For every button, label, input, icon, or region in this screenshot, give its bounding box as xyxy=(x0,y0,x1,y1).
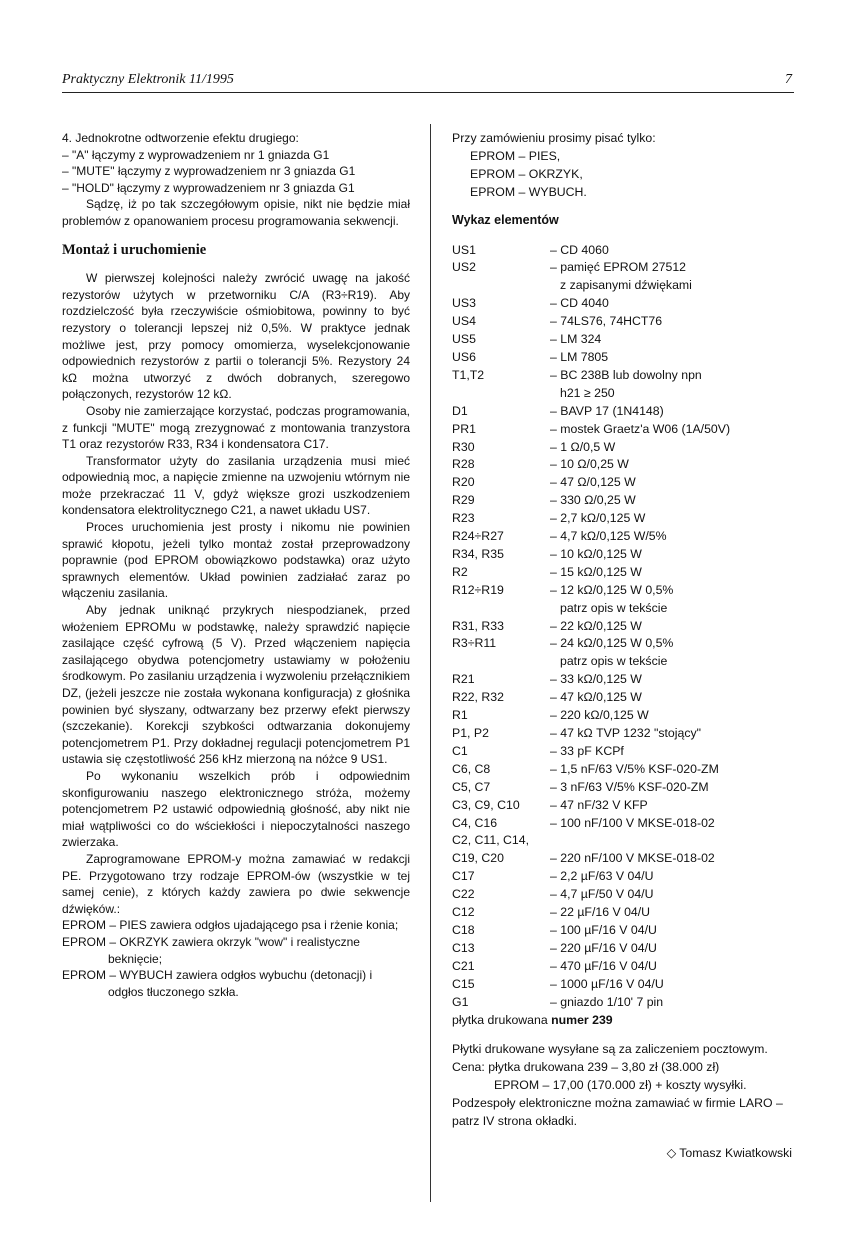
part-ref: R22, R32 xyxy=(452,690,504,705)
part-ref: R2 xyxy=(452,564,468,579)
part-value: – 24 kΩ/0,125 W 0,5% xyxy=(550,636,674,651)
parts-row xyxy=(452,618,802,636)
order-item: EPROM – WYBUCH. xyxy=(470,184,587,199)
part-desc xyxy=(550,349,802,367)
page-header xyxy=(62,70,794,93)
part-value: – BC 238B lub dowolny npn xyxy=(550,367,702,382)
part-desc xyxy=(550,546,802,564)
parts-row xyxy=(452,797,802,815)
part-desc xyxy=(550,313,802,331)
parts-row xyxy=(452,367,802,403)
part-ref: US1 xyxy=(452,242,476,257)
part-value: – CD 4060 xyxy=(550,242,609,257)
part-ref: US6 xyxy=(452,349,476,364)
part-value: – gniazdo 1/10' 7 pin xyxy=(550,994,664,1009)
part-desc xyxy=(550,958,802,976)
part-ref: US2 xyxy=(452,260,476,275)
part-value: – CD 4040 xyxy=(550,296,609,311)
parts-row xyxy=(452,868,802,886)
body-paragraph: Po wykonaniu wszelkich prób i odpowiednim skonfigurowaniu naszego elektronicznego stróża, możemy potencjometrem P2 ustawić odpowiednią głośność, aby nikt nie miał wątpliwości co do wściekłości i niepoczytalności naszego zwierzaka. xyxy=(62,768,410,850)
part-value: – 47 nF/32 V KFP xyxy=(550,797,648,812)
parts-row xyxy=(452,725,802,743)
page-number: 7 xyxy=(785,72,792,87)
part-ref: R34, R35 xyxy=(452,546,504,561)
part-ref: D1 xyxy=(452,403,468,418)
part-desc xyxy=(550,295,802,313)
part-ref: R20 xyxy=(452,475,475,490)
part-ref: R28 xyxy=(452,457,475,472)
part-ref: R3÷R11 xyxy=(452,636,497,651)
part-value: – 47 kΩ/0,125 W xyxy=(550,690,642,705)
eprom-description: EPROM – PIES zawiera odgłos ujadającego psa i rżenie konia; xyxy=(62,918,399,933)
part-ref: C12 xyxy=(452,905,475,920)
parts-row xyxy=(452,743,802,761)
part-desc xyxy=(550,743,802,761)
price-line: Cena: płytka drukowana 239 – 3,80 zł (38.000 zł) xyxy=(452,1060,720,1075)
parts-row xyxy=(452,635,802,671)
parts-list xyxy=(452,242,802,1012)
part-desc xyxy=(550,528,802,546)
part-ref: R1 xyxy=(452,708,468,723)
part-value: – BAVP 17 (1N4148) xyxy=(550,403,664,418)
parts-row xyxy=(452,707,802,725)
part-ref: R24÷R27 xyxy=(452,529,504,544)
parts-row xyxy=(452,886,802,904)
order-header: Przy zamówieniu prosimy pisać tylko: xyxy=(452,131,656,145)
item4-title: 4. Jednokrotne odtworzenie efektu drugiego: xyxy=(62,131,299,145)
part-value: – 470 µF/16 V 04/U xyxy=(550,958,657,973)
part-desc xyxy=(550,886,802,904)
part-desc xyxy=(550,689,802,707)
body-paragraph: Zaprogramowane EPROM-y można zamawiać w redakcji PE. Przygotowano trzy rodzaje EPROM-ów (wszystkie w tej samej cenie), z których każdy zawiera po dwie sekwencje dźwięków.: xyxy=(62,851,410,916)
pcb-line xyxy=(452,1012,802,1030)
body-paragraph: Transformator użyty do zasilania urządzenia musi mieć odpowiednią moc, a napięcie zmienne na uzwojeniu wtórnym nie może przekraczać 11 V, gdyż większe grozi uszkodzeniem kondensatora elektrolitycznego C21, a nawet układu US7. xyxy=(62,453,410,518)
parts-row xyxy=(452,689,802,707)
parts-row xyxy=(452,421,802,439)
part-desc xyxy=(550,421,802,439)
part-ref: C19, C20 xyxy=(452,851,504,866)
parts-row xyxy=(452,779,802,797)
parts-row xyxy=(452,546,802,564)
parts-row xyxy=(452,403,802,421)
part-desc xyxy=(550,868,802,886)
part-note: patrz opis w tekście xyxy=(560,654,668,669)
part-ref: PR1 xyxy=(452,421,476,436)
part-value: – 3 nF/63 V/5% KSF-020-ZM xyxy=(550,779,709,794)
part-ref: C15 xyxy=(452,976,475,991)
part-desc xyxy=(550,403,802,421)
part-ref: US5 xyxy=(452,332,476,347)
parts-row xyxy=(452,761,802,779)
section-title: Montaż i uruchomienie xyxy=(62,241,207,258)
body-paragraph: Aby jednak uniknąć przykrych niespodzianek, przed włożeniem EPROMu w podstawkę, należy sprawdzić napięcie zasilające część cyfrową (5 V). Przed włączeniem napięcia zasilającego obydwa potencjometry ustawiamy w położeniu środkowym. Po zasilaniu urządzenia i wyzwoleniu przełącznikiem DZ, (jeżeli jeszcze nie została wykonana konfiguracja) z głośnika powinien być słyszany, odtwarzany bez przerwy efekt pierwszy (szczekanie). Korekcji szybkości odtwarzania dokonujemy potencjometrem P1. Przy dokładnej regulacji potencjometrem P1 ustawia się częstotliwość 256 kHz mierzoną na nóżce 9 US1. xyxy=(62,603,410,767)
pcb-number: numer 239 xyxy=(551,1012,613,1027)
part-ref: G1 xyxy=(452,994,469,1009)
part-ref: R23 xyxy=(452,511,475,526)
part-value: – LM 7805 xyxy=(550,349,609,364)
parts-row xyxy=(452,331,802,349)
body-paragraph: Proces uruchomienia jest prosty i nikomu nie powinien sprawić kłopotu, jeżeli tylko montaż został przeprowadzony poprawnie (pod EPROM obowiązkowo podstawka) oraz użyto sprawnych elementów. Układ powinien zadziałać zaraz po włączeniu zasilania. xyxy=(62,520,410,601)
part-value: – 33 pF KCPf xyxy=(550,743,624,758)
part-value: – mostek Graetz'a W06 (1A/50V) xyxy=(550,421,731,436)
parts-row xyxy=(452,832,802,850)
eprom-description: EPROM – WYBUCH zawiera odgłos wybuchu (detonacji) i odgłos tłuczonego szkła. xyxy=(62,968,373,999)
part-value: – 47 kΩ TVP 1232 "stojący" xyxy=(550,726,701,740)
part-desc xyxy=(550,635,802,671)
part-value: – 33 kΩ/0,125 W xyxy=(550,672,642,687)
part-desc xyxy=(550,367,802,403)
author-signature: ◇ Tomasz Kwiatkowski xyxy=(666,1145,792,1160)
part-value: – 2,7 kΩ/0,125 W xyxy=(550,511,646,526)
intro-paragraph: Sądzę, iż po tak szczegółowym opisie, nikt nie będzie miał problemów z opanowaniem procesu programowania sekwencji. xyxy=(62,197,410,228)
part-desc xyxy=(550,797,802,815)
journal-title: Praktyczny Elektronik 11/1995 xyxy=(62,72,234,87)
part-desc xyxy=(550,904,802,922)
part-ref: C17 xyxy=(452,869,475,884)
parts-row xyxy=(452,564,802,582)
part-value: – 10 kΩ/0,125 W xyxy=(550,546,642,561)
left-column xyxy=(62,130,410,1000)
part-value: – 10 Ω/0,25 W xyxy=(550,457,629,472)
part-value: – 1000 µF/16 V 04/U xyxy=(550,976,664,991)
part-ref: C3, C9, C10 xyxy=(452,797,520,812)
part-ref: T1,T2 xyxy=(452,367,485,382)
parts-row xyxy=(452,994,802,1012)
part-value: – 100 nF/100 V MKSE-018-02 xyxy=(550,815,715,830)
parts-row xyxy=(452,582,802,618)
part-value: – 1,5 nF/63 V/5% KSF-020-ZM xyxy=(550,761,719,776)
parts-row xyxy=(452,958,802,976)
part-value: – 220 nF/100 V MKSE-018-02 xyxy=(550,851,715,866)
part-value: – 74LS76, 74HCT76 xyxy=(550,314,663,329)
part-note: z zapisanymi dźwiękami xyxy=(560,278,692,293)
part-desc xyxy=(550,510,802,528)
parts-list-title: Wykaz elementów xyxy=(452,212,559,227)
parts-row xyxy=(452,492,802,510)
part-ref: C18 xyxy=(452,922,475,937)
part-ref: C21 xyxy=(452,958,475,973)
part-value: – 330 Ω/0,25 W xyxy=(550,493,636,508)
order-item: EPROM – OKRZYK, xyxy=(470,166,583,181)
item4-line: – "A" łączymy z wyprowadzeniem nr 1 gniazda G1 xyxy=(62,147,330,162)
order-item: EPROM – PIES, xyxy=(470,148,561,163)
part-value: – 22 kΩ/0,125 W xyxy=(550,618,642,633)
part-desc xyxy=(550,940,802,958)
parts-row xyxy=(452,456,802,474)
components-info: Podzespoły elektroniczne można zamawiać w firmie LARO – patrz IV strona okładki. xyxy=(452,1096,783,1129)
parts-row xyxy=(452,259,802,295)
body-paragraph: Osoby nie zamierzające korzystać, podczas programowania, z funkcji "MUTE" mogą zrezygnować z montowania tranzystora T1 oraz rezystorów R33, R34 i kondensatora C17. xyxy=(62,403,410,452)
eprom-description: EPROM – OKRZYK zawiera okrzyk "wow" i realistyczne beknięcie; xyxy=(62,934,360,966)
right-column xyxy=(452,130,802,1163)
part-ref: R12÷R19 xyxy=(452,582,504,597)
part-ref: C13 xyxy=(452,940,475,955)
parts-row xyxy=(452,671,802,689)
part-desc xyxy=(550,850,802,868)
part-value: – 12 kΩ/0,125 W 0,5% xyxy=(550,582,674,597)
parts-row xyxy=(452,922,802,940)
part-desc xyxy=(550,564,802,582)
part-value: – 4,7 kΩ/0,125 W/5% xyxy=(550,529,667,544)
part-desc xyxy=(550,994,802,1012)
part-desc xyxy=(550,259,802,295)
parts-row xyxy=(452,940,802,958)
part-value: – 15 kΩ/0,125 W xyxy=(550,564,642,579)
part-ref: C22 xyxy=(452,887,475,902)
part-desc xyxy=(550,492,802,510)
part-ref: P1, P2 xyxy=(452,726,489,740)
part-ref: C5, C7 xyxy=(452,779,491,794)
parts-row xyxy=(452,850,802,868)
shipping-info: Płytki drukowane wysyłane są za zaliczeniem pocztowym. xyxy=(452,1042,768,1057)
part-desc xyxy=(550,761,802,779)
part-value: – 2,2 µF/63 V 04/U xyxy=(550,869,654,884)
parts-row xyxy=(452,474,802,492)
part-ref: US3 xyxy=(452,296,476,311)
parts-row xyxy=(452,313,802,331)
part-desc xyxy=(550,671,802,689)
part-ref: C2, C11, C14, xyxy=(452,833,530,848)
item4-line: – "MUTE" łączymy z wyprowadzeniem nr 3 gniazda G1 xyxy=(62,164,356,179)
part-ref: C4, C16 xyxy=(452,815,498,830)
parts-row xyxy=(452,242,802,260)
part-ref: US4 xyxy=(452,314,476,329)
part-desc xyxy=(550,456,802,474)
part-value: – pamięć EPROM 27512 xyxy=(550,260,687,275)
part-value: – LM 324 xyxy=(550,332,602,347)
part-desc xyxy=(550,439,802,457)
part-desc xyxy=(550,331,802,349)
part-desc xyxy=(550,242,802,260)
pcb-prefix: płytka drukowana xyxy=(452,1012,548,1027)
parts-row xyxy=(452,976,802,994)
parts-row xyxy=(452,815,802,833)
part-ref: R30 xyxy=(452,439,475,454)
part-ref: R29 xyxy=(452,493,475,508)
part-desc xyxy=(550,922,802,940)
parts-row xyxy=(452,528,802,546)
part-desc xyxy=(550,582,802,618)
part-value: – 22 µF/16 V 04/U xyxy=(550,905,651,920)
part-desc xyxy=(550,725,802,743)
parts-row xyxy=(452,510,802,528)
part-desc xyxy=(550,832,802,850)
parts-row xyxy=(452,295,802,313)
part-desc xyxy=(550,976,802,994)
part-ref: R31, R33 xyxy=(452,618,504,633)
part-ref: R21 xyxy=(452,672,475,687)
part-desc xyxy=(550,779,802,797)
price-line: EPROM – 17,00 (170.000 zł) + koszty wysyłki. xyxy=(494,1078,747,1093)
part-value: – 100 µF/16 V 04/U xyxy=(550,922,657,937)
part-desc xyxy=(550,618,802,636)
part-desc xyxy=(550,474,802,492)
item4-line: – "HOLD" łączymy z wyprowadzeniem nr 3 gniazda G1 xyxy=(62,180,355,195)
parts-row xyxy=(452,904,802,922)
part-value: – 1 Ω/0,5 W xyxy=(550,439,616,454)
column-divider xyxy=(430,124,431,1202)
parts-row xyxy=(452,349,802,367)
part-ref: C1 xyxy=(452,743,468,758)
part-value: – 47 Ω/0,125 W xyxy=(550,475,636,490)
part-ref: C6, C8 xyxy=(452,761,491,776)
part-note: h21 ≥ 250 xyxy=(560,385,615,400)
parts-row xyxy=(452,439,802,457)
part-value: – 220 kΩ/0,125 W xyxy=(550,708,649,723)
part-desc xyxy=(550,815,802,833)
part-desc xyxy=(550,707,802,725)
part-note: patrz opis w tekście xyxy=(560,600,668,615)
body-paragraph: W pierwszej kolejności należy zwrócić uwagę na jakość rezystorów użytych w przetworniku C/A (R3÷R19). Aby rozdzielczość była rzeczywiście ośmiobitowa, powinny to być rezystory o tolerancji lepszej niż 0,5%. W praktyce jednak możliwe jest, przy pomocy omomierza, wyselekcjonowanie odpowiednich rezystorów z partii o tolerancji 5%. Rezystory 24 kΩ można utworzyć z dwóch dobranych, szeregowo połączonych, rezystorów 12 kΩ. xyxy=(62,271,410,402)
part-value: – 4,7 µF/50 V 04/U xyxy=(550,887,654,902)
part-value: – 220 µF/16 V 04/U xyxy=(550,940,657,955)
